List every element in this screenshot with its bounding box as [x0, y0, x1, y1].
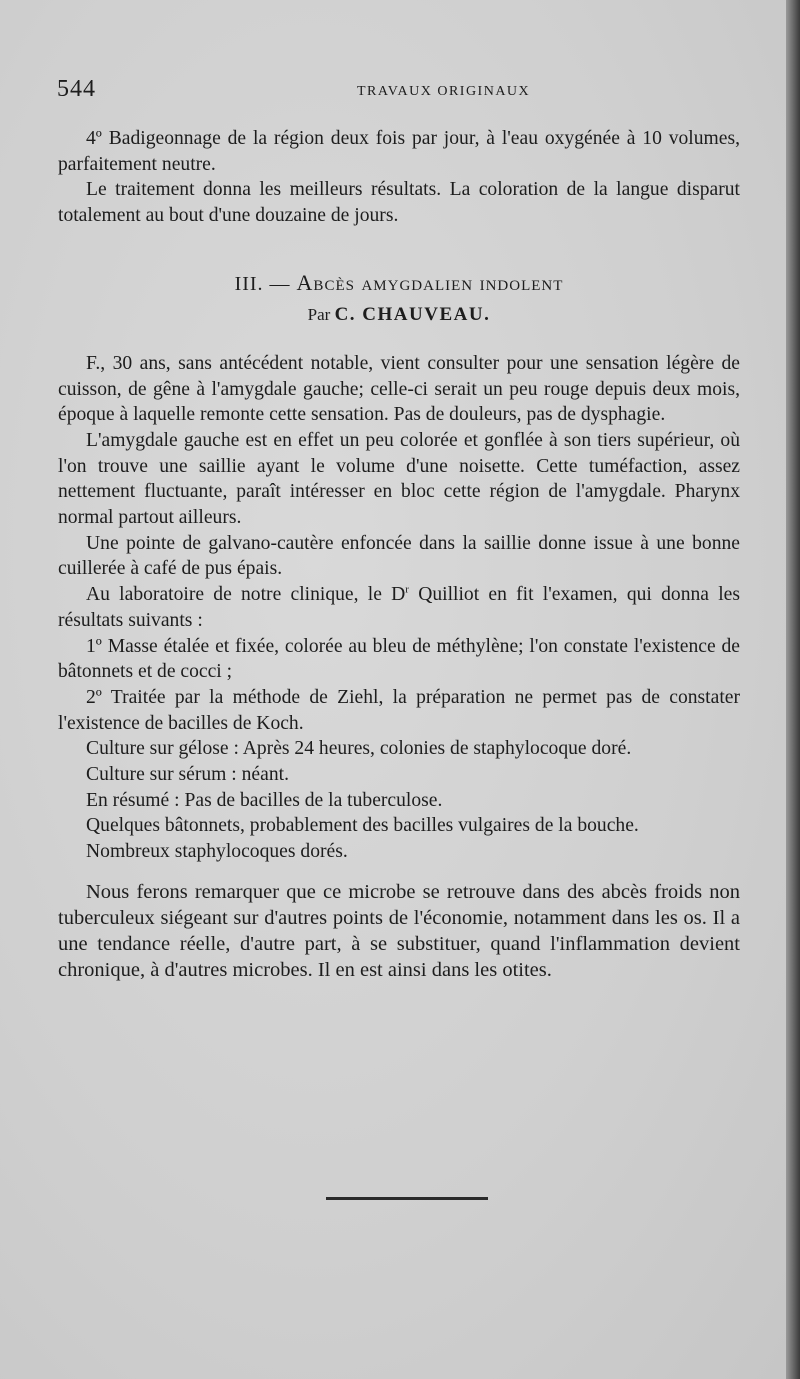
lab-text-end: Quilliot en fit l'examen, qui donna les résultats suivants :	[58, 584, 740, 631]
culture-gelose: Culture sur gélose : Après 24 heures, colonies de staphylocoque doré.	[86, 738, 632, 760]
page-edge-shadow	[786, 0, 800, 1379]
lab-text-start: Au laboratoire de notre clinique, le D	[86, 584, 406, 606]
section-numeral: III. —	[234, 272, 291, 295]
case-paragraph-1: F., 30 ans, sans antécédent notable, vient consulter pour une sensation légère de cuisson, de gêne à l'amygdale gauche; celle-ci serait un peu rouge depuis deux mois, époque à laquelle remonte cette sensation. Pas de douleurs, pas de dysphagie.	[58, 352, 740, 426]
running-head: TRAVAUX ORIGINAUX	[357, 84, 531, 99]
closing-paragraph: Nous ferons remarquer que ce microbe se retrouve dans des abcès froids non tuberculeux siégeant sur d'autres points de l'économie, notamment dans les os. Il a une tendance réelle, d'autre part, à se substituer, quand l'inflammation devient chronique, à d'autres microbes. Il en est ainsi dans les otites.	[58, 880, 740, 981]
case-paragraph-4	[58, 582, 740, 633]
intro-paragraph-1: 4º Badigeonnage de la région deux fois par jour, à l'eau oxygénée à 10 volumes, parfaitement neutre.	[58, 128, 740, 175]
case-paragraph-2: L'amygdale gauche est en effet un peu colorée et gonflée à son tiers supérieur, où l'on trouve une saillie ayant le volume d'une noisette. Cette tuméfaction, assez nettement fluctuante, paraît intéresser en bloc cette région de l'amygdale. Pharynx normal partout ailleurs.	[58, 429, 740, 529]
section-title	[58, 268, 740, 299]
byline	[58, 301, 740, 329]
result-item-1: 1º Masse étalée et fixée, colorée au bleu de méthylène; l'on constate l'existence de bâtonnets et de cocci ;	[58, 635, 740, 683]
end-rule	[326, 1197, 488, 1200]
section-heading: Abcès amygdalien indolent	[296, 269, 564, 295]
case-paragraph-3: Une pointe de galvano-cautère enfoncée dans la saillie donne issue à une bonne cuillerée à café de pus épais.	[58, 532, 740, 580]
page-body	[58, 126, 740, 983]
culture-serum: Culture sur sérum : néant.	[86, 764, 289, 786]
summary-line: En résumé : Pas de bacilles de la tuberculose.	[86, 789, 443, 811]
author-name: C. CHAUVEAU.	[334, 303, 491, 325]
byline-prefix: Par	[307, 304, 331, 324]
summary-batonnets: Quelques bâtonnets, probablement des bacilles vulgaires de la bouche.	[86, 815, 639, 837]
page-header	[57, 76, 739, 106]
intro-paragraph-2: Le traitement donna les meilleurs résultats. La coloration de la langue disparut totalement au bout d'une douzaine de jours.	[58, 179, 740, 227]
summary-staphylocoques: Nombreux staphylocoques dorés.	[86, 841, 348, 863]
result-item-2: 2º Traitée par la méthode de Ziehl, la préparation ne permet pas de constater l'existence de bacilles de Koch.	[58, 686, 740, 734]
doctor-superscript: r	[405, 583, 409, 596]
page-number: 544	[57, 76, 96, 102]
